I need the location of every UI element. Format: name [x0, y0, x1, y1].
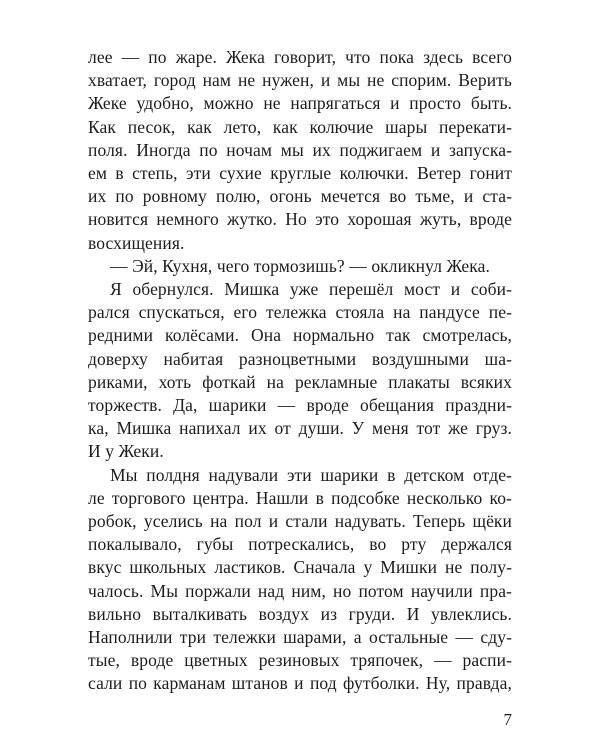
- text-line: Мы полдня надували эти шарики в детском отде-: [110, 464, 512, 485]
- page-text: [88, 46, 512, 696]
- text-line: ем в степь, эти сухие круглые колючки. Ветер гонит: [88, 163, 512, 184]
- text-line: ле торгового центра. Нашли в подсобке несколько ко-: [88, 487, 512, 508]
- text-line: чалось. Мы поржали над ним, но потом научили пра-: [88, 580, 512, 601]
- text-line: торжеств. Да, шарики — вроде обещания праздни-: [88, 395, 512, 416]
- text-line: Как песок, как лето, как колючие шары перекати-: [88, 116, 512, 137]
- text-line: новится немного жутко. Но это хорошая жуть, вроде: [88, 209, 512, 230]
- text-line: робок, уселись на пол и стали надувать. Теперь щёки: [88, 511, 512, 532]
- text-line: риками, хоть фоткай на рекламные плакаты всяких: [88, 371, 512, 392]
- text-line: покалывало, губы потрескались, во рту держался: [88, 534, 512, 555]
- text-line: вкус школьных ластиков. Сначала у Мишки не полу-: [88, 557, 512, 578]
- text-line: ка, Мишка напихал их от души. У меня тот же груз.: [88, 418, 512, 439]
- text-line: редними колёсами. Она нормально так смотрелась,: [88, 325, 512, 346]
- text-line: лее — по жаре. Жека говорит, что пока здесь всего: [88, 47, 512, 67]
- text-line: сали по карманам штанов и под футболки. Ну, правда,: [88, 673, 512, 694]
- text-line: Наполнили три тележки шарами, а остальные — сду-: [88, 627, 512, 648]
- text-line: Я обернулся. Мишка уже перешёл мост и соби-: [110, 279, 512, 300]
- text-line: доверху набитая разноцветными воздушными ша-: [88, 348, 512, 369]
- text-line: рался спускаться, его тележка стояла на пандусе пе-: [88, 302, 512, 323]
- text-line: восхищения.: [88, 232, 185, 253]
- text-line: тые, вроде цветных резиновых тряпочек, — распи-: [88, 650, 512, 671]
- text-line: И у Жеки.: [88, 441, 164, 462]
- text-line: Жеке удобно, можно не напрягаться и просто быть.: [88, 93, 512, 114]
- text-line: их по ровному полю, огонь мечется во тьме, и ста-: [88, 186, 512, 207]
- text-line: поля. Иногда по ночам мы их поджигаем и запуска-: [88, 139, 512, 160]
- text-line: вильно выталкивать воздух из груди. И увлеклись.: [88, 603, 512, 624]
- text-line: — Эй, Кухня, чего тормозишь? — окликнул Жека.: [110, 255, 490, 276]
- page-number: 7: [503, 710, 512, 729]
- text-line: хватает, город нам не нужен, и мы не спорим. Верить: [88, 70, 512, 91]
